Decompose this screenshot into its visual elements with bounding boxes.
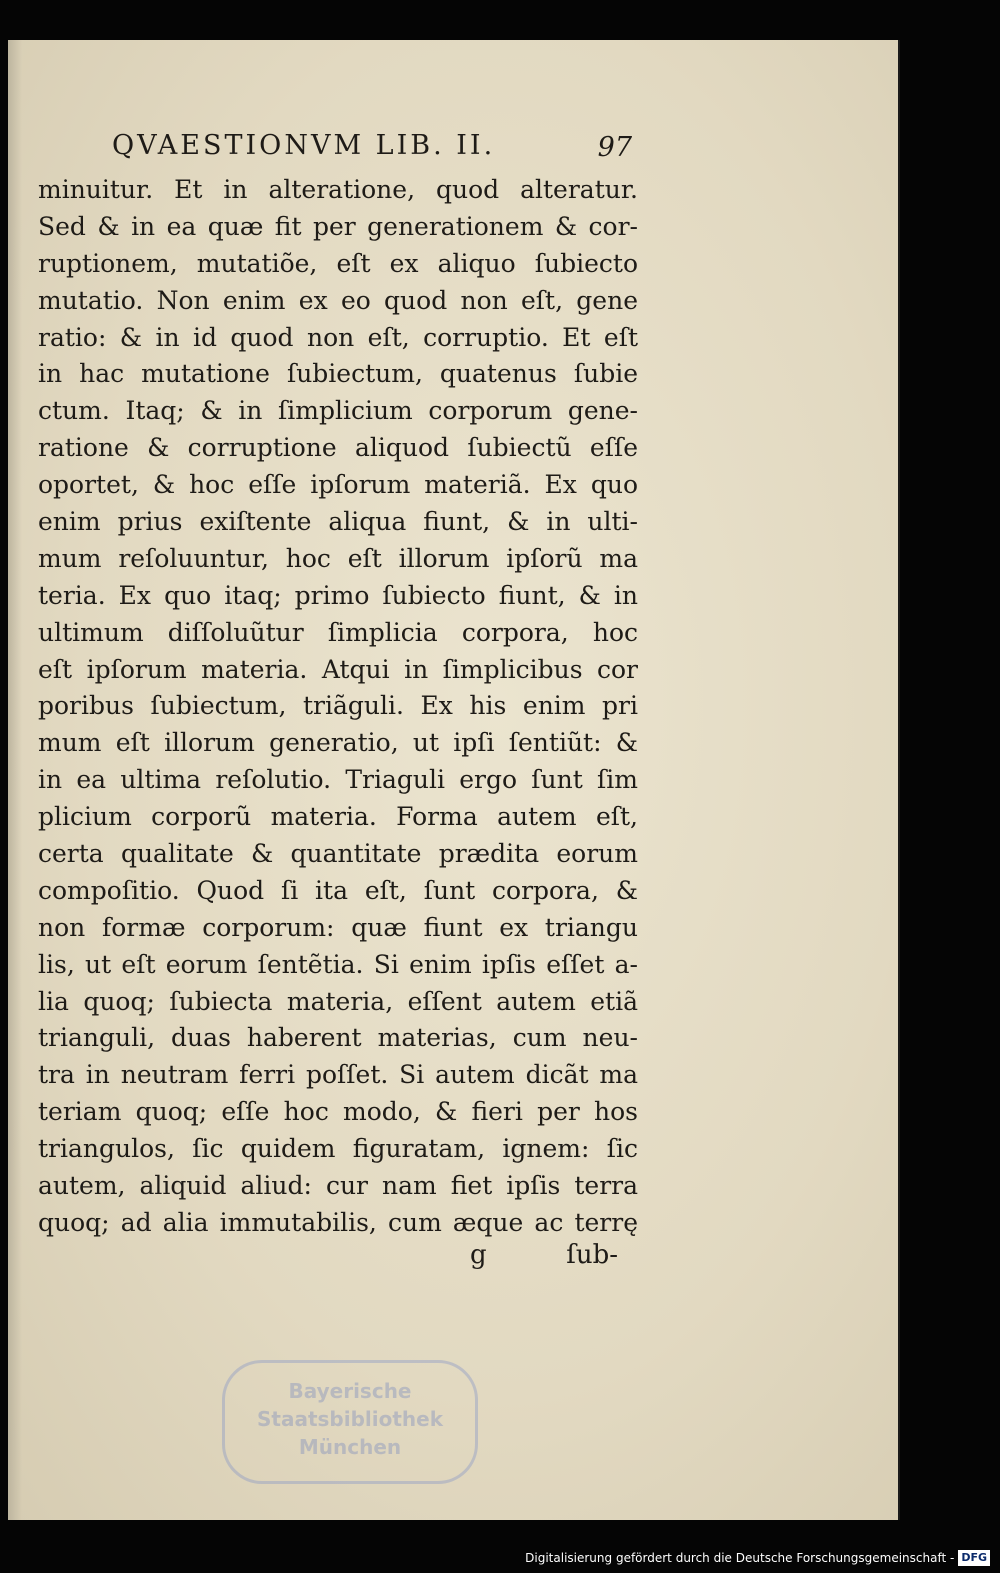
text-line: autem, aliquid aliud: cur nam fiet ipſis terra	[38, 1171, 638, 1201]
text-line: quoq; ad alia immutabilis, cum æque ac terrę	[38, 1207, 638, 1237]
text-line: mum eſt illorum generatio, ut ipſi ſentiũt: &	[38, 728, 638, 758]
text-line: lia quoq; ſubiecta materia, eſſent autem etiã	[38, 986, 638, 1016]
running-title: QVAESTIONVM LIB. II.	[112, 130, 496, 161]
text-line: mutatio. Non enim ex eo quod non eſt, gene	[38, 285, 638, 315]
text-line: non formæ corporum: quæ fiunt ex triangu	[38, 912, 638, 942]
stamp-line: München	[298, 1435, 402, 1459]
digitization-credit	[525, 1548, 990, 1568]
text-line: in hac mutatione ſubiectum, quatenus ſubie	[38, 359, 638, 389]
text-line: triangulos, ſic quidem figuratam, ignem: ſic	[38, 1134, 638, 1164]
text-line: compoſitio. Quod ſi ita eſt, ſunt corpora, &	[38, 875, 638, 905]
library-stamp	[222, 1360, 478, 1484]
text-line: certa qualitate & quantitate prædita eorum	[38, 839, 638, 869]
text-line: ruptionem, mutatiõe, eſt ex aliquo ſubiecto	[38, 248, 638, 278]
stamp-line: Bayerische	[288, 1379, 412, 1403]
text-line: enim prius exiſtente aliqua fiunt, & in ulti-	[38, 507, 638, 537]
stamp-line: Staatsbibliothek	[256, 1407, 444, 1431]
text-line: oportet, & hoc eſſe ipſorum materiã. Ex quo	[38, 470, 638, 500]
text-line: Sed & in ea quæ fit per generationem & cor-	[38, 211, 638, 241]
text-line: ratio: & in id quod non eſt, corruptio. Et eſt	[38, 322, 638, 352]
body-text	[38, 172, 638, 1242]
text-line: plicium corporũ materia. Forma autem eſt,	[38, 802, 638, 832]
credit-text: Digitalisierung gefördert durch die Deutsche Forschungsgemeinschaft -	[525, 1551, 955, 1565]
text-line: teriam quoq; eſſe hoc modo, & fieri per hos	[38, 1097, 638, 1127]
text-line: tra in neutram ferri poſſet. Si autem dicãt ma	[38, 1060, 638, 1090]
text-line: ultimum diſſoluũtur ſimplicia corpora, hoc	[38, 617, 638, 647]
signature-mark: g	[470, 1240, 487, 1270]
text-line: eſt ipſorum materia. Atqui in ſimplicibus cor	[38, 654, 638, 684]
text-line: teria. Ex quo itaq; primo ſubiecto fiunt, & in	[38, 580, 638, 610]
page-footer	[38, 1240, 618, 1280]
catchword: ſub-	[566, 1240, 618, 1270]
text-line: minuitur. Et in alteratione, quod alteratur.	[38, 175, 638, 204]
text-line: in ea ultima reſolutio. Triaguli ergo ſunt ſim	[38, 765, 638, 795]
text-line: ctum. Itaq; & in ſimplicium corporum gene-	[38, 396, 638, 426]
text-line: ratione & corruptione aliquod ſubiectũ eſſe	[38, 433, 638, 463]
page-gutter-shadow	[8, 40, 22, 1520]
text-line: mum reſoluuntur, hoc eſt illorum ipſorũ ma	[38, 543, 638, 573]
dfg-logo-icon: DFG	[958, 1550, 990, 1566]
page-header	[112, 130, 632, 176]
text-line: lis, ut eſt eorum ſentẽtia. Si enim ipſis eſſet a-	[38, 949, 638, 979]
text-line: poribus ſubiectum, triãguli. Ex his enim pri	[38, 691, 638, 721]
page-number: 97	[597, 132, 632, 163]
text-line: trianguli, duas haberent materias, cum neu-	[38, 1023, 638, 1053]
